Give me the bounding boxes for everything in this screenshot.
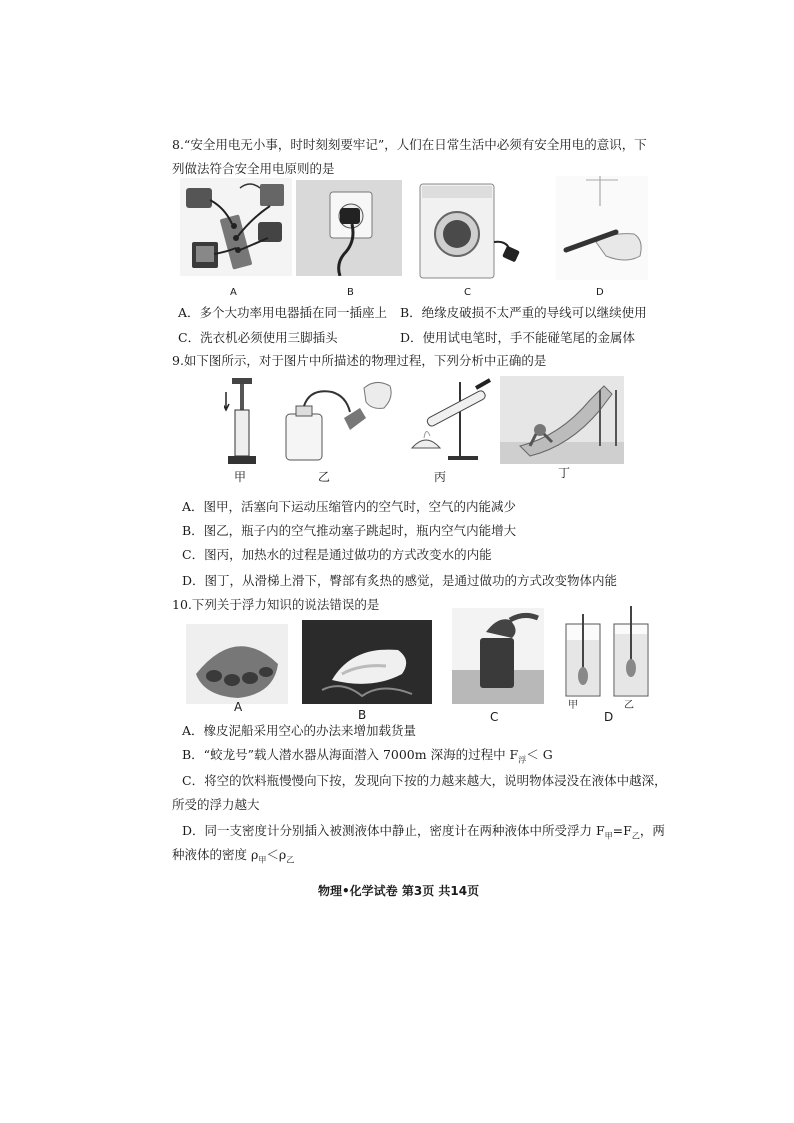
q8-figure-c-washing-machine xyxy=(418,182,522,282)
q10-figure-a-clay-boat xyxy=(186,624,288,704)
q8-stem-line1: 8.“安全用电无小事，时时刻刻要牢记”，人们在日常生活中必须有安全用电的意识，下 xyxy=(172,137,647,152)
q8-stem-line2: 列做法符合安全用电原则的是 xyxy=(172,161,335,176)
q10-figure-c-label: C xyxy=(490,710,499,724)
q10-figure-a-label: A xyxy=(234,700,243,714)
q8-option-d: D．使用试电笔时，手不能碰笔尾的金属体 xyxy=(400,330,636,345)
q10-option-b: B．“蛟龙号”载人潜水器从海面潜入 7000m 深海的过程中 $F_浮< G$ xyxy=(182,747,553,765)
q9-figure-yi-bottle xyxy=(280,378,398,464)
q8-option-a: A．多个大功率用电器插在同一插座上 xyxy=(178,305,388,320)
q9-stem: 9.如下图所示，对于图片中所描述的物理过程，下列分析中正确的是 xyxy=(172,353,547,368)
q10-figure-b-label: B xyxy=(358,708,367,722)
q10-option-d-line1: D．同一支密度计分别插入被测液体中静止，密度计在两种液体中所受浮力 $F_甲=F_乙$，两 xyxy=(182,823,665,841)
q8-figure-b-socket xyxy=(296,180,402,276)
q10-figure-d-label: D xyxy=(604,710,614,724)
q9-option-d: D．图丁，从滑梯上滑下，臀部有炙热的感觉，是通过做功的方式改变物体内能 xyxy=(182,573,618,588)
page-footer: 物理•化学试卷 第3页 共14页 xyxy=(318,884,480,898)
q10-figure-d-cylinder-yi-label: 乙 xyxy=(624,700,634,711)
q9-option-a: A．图甲，活塞向下运动压缩管内的空气时，空气的内能减少 xyxy=(182,499,517,514)
q8-figure-a-label: A xyxy=(230,287,237,298)
q9-option-c: C．图丙，加热水的过程是通过做功的方式改变水的内能 xyxy=(182,547,492,562)
q9-figure-bing-heating-tube xyxy=(404,378,496,462)
q9-figure-jia-compression-tube xyxy=(224,378,260,470)
q8-option-c: C．洗衣机必须使用三脚插头 xyxy=(178,330,338,345)
q10-option-a: A．橡皮泥船采用空心的办法来增加载货量 xyxy=(182,723,417,738)
q8-figure-a-power-strip xyxy=(180,178,292,276)
q10-option-d-line2: 种液体的密度 $\rho_甲<\rho_乙$ xyxy=(172,847,295,865)
q10-figure-d-hydrometers xyxy=(560,604,654,698)
q10-option-c-line2: 所受的浮力越大 xyxy=(172,797,260,812)
q9-figure-yi-label: 乙 xyxy=(318,470,331,484)
q9-figure-jia-label: 甲 xyxy=(234,470,247,484)
q8-figure-d-test-pen xyxy=(556,176,648,280)
q10-option-c-line1: C．将空的饮料瓶慢慢向下按，发现向下按的力越来越大，说明物体浸没在液体中越深， xyxy=(182,773,667,788)
q10-figure-c-bottle-press xyxy=(452,608,544,704)
q9-figure-ding-label: 丁 xyxy=(558,466,571,480)
q9-figure-ding-slide xyxy=(500,376,624,464)
q10-stem: 10.下列关于浮力知识的说法错误的是 xyxy=(172,597,380,612)
q8-figure-d-label: D xyxy=(596,287,604,298)
q8-figure-b-label: B xyxy=(347,287,354,298)
q8-figure-c-label: C xyxy=(464,287,471,298)
q9-option-b: B．图乙，瓶子内的空气推动塞子跳起时，瓶内空气内能增大 xyxy=(182,523,517,538)
q10-figure-b-submersible xyxy=(302,620,432,704)
q9-figure-bing-label: 丙 xyxy=(434,470,447,484)
q10-figure-d-cylinder-jia-label: 甲 xyxy=(568,700,578,711)
q8-option-b: B．绝缘皮破损不太严重的导线可以继续使用 xyxy=(400,305,647,320)
